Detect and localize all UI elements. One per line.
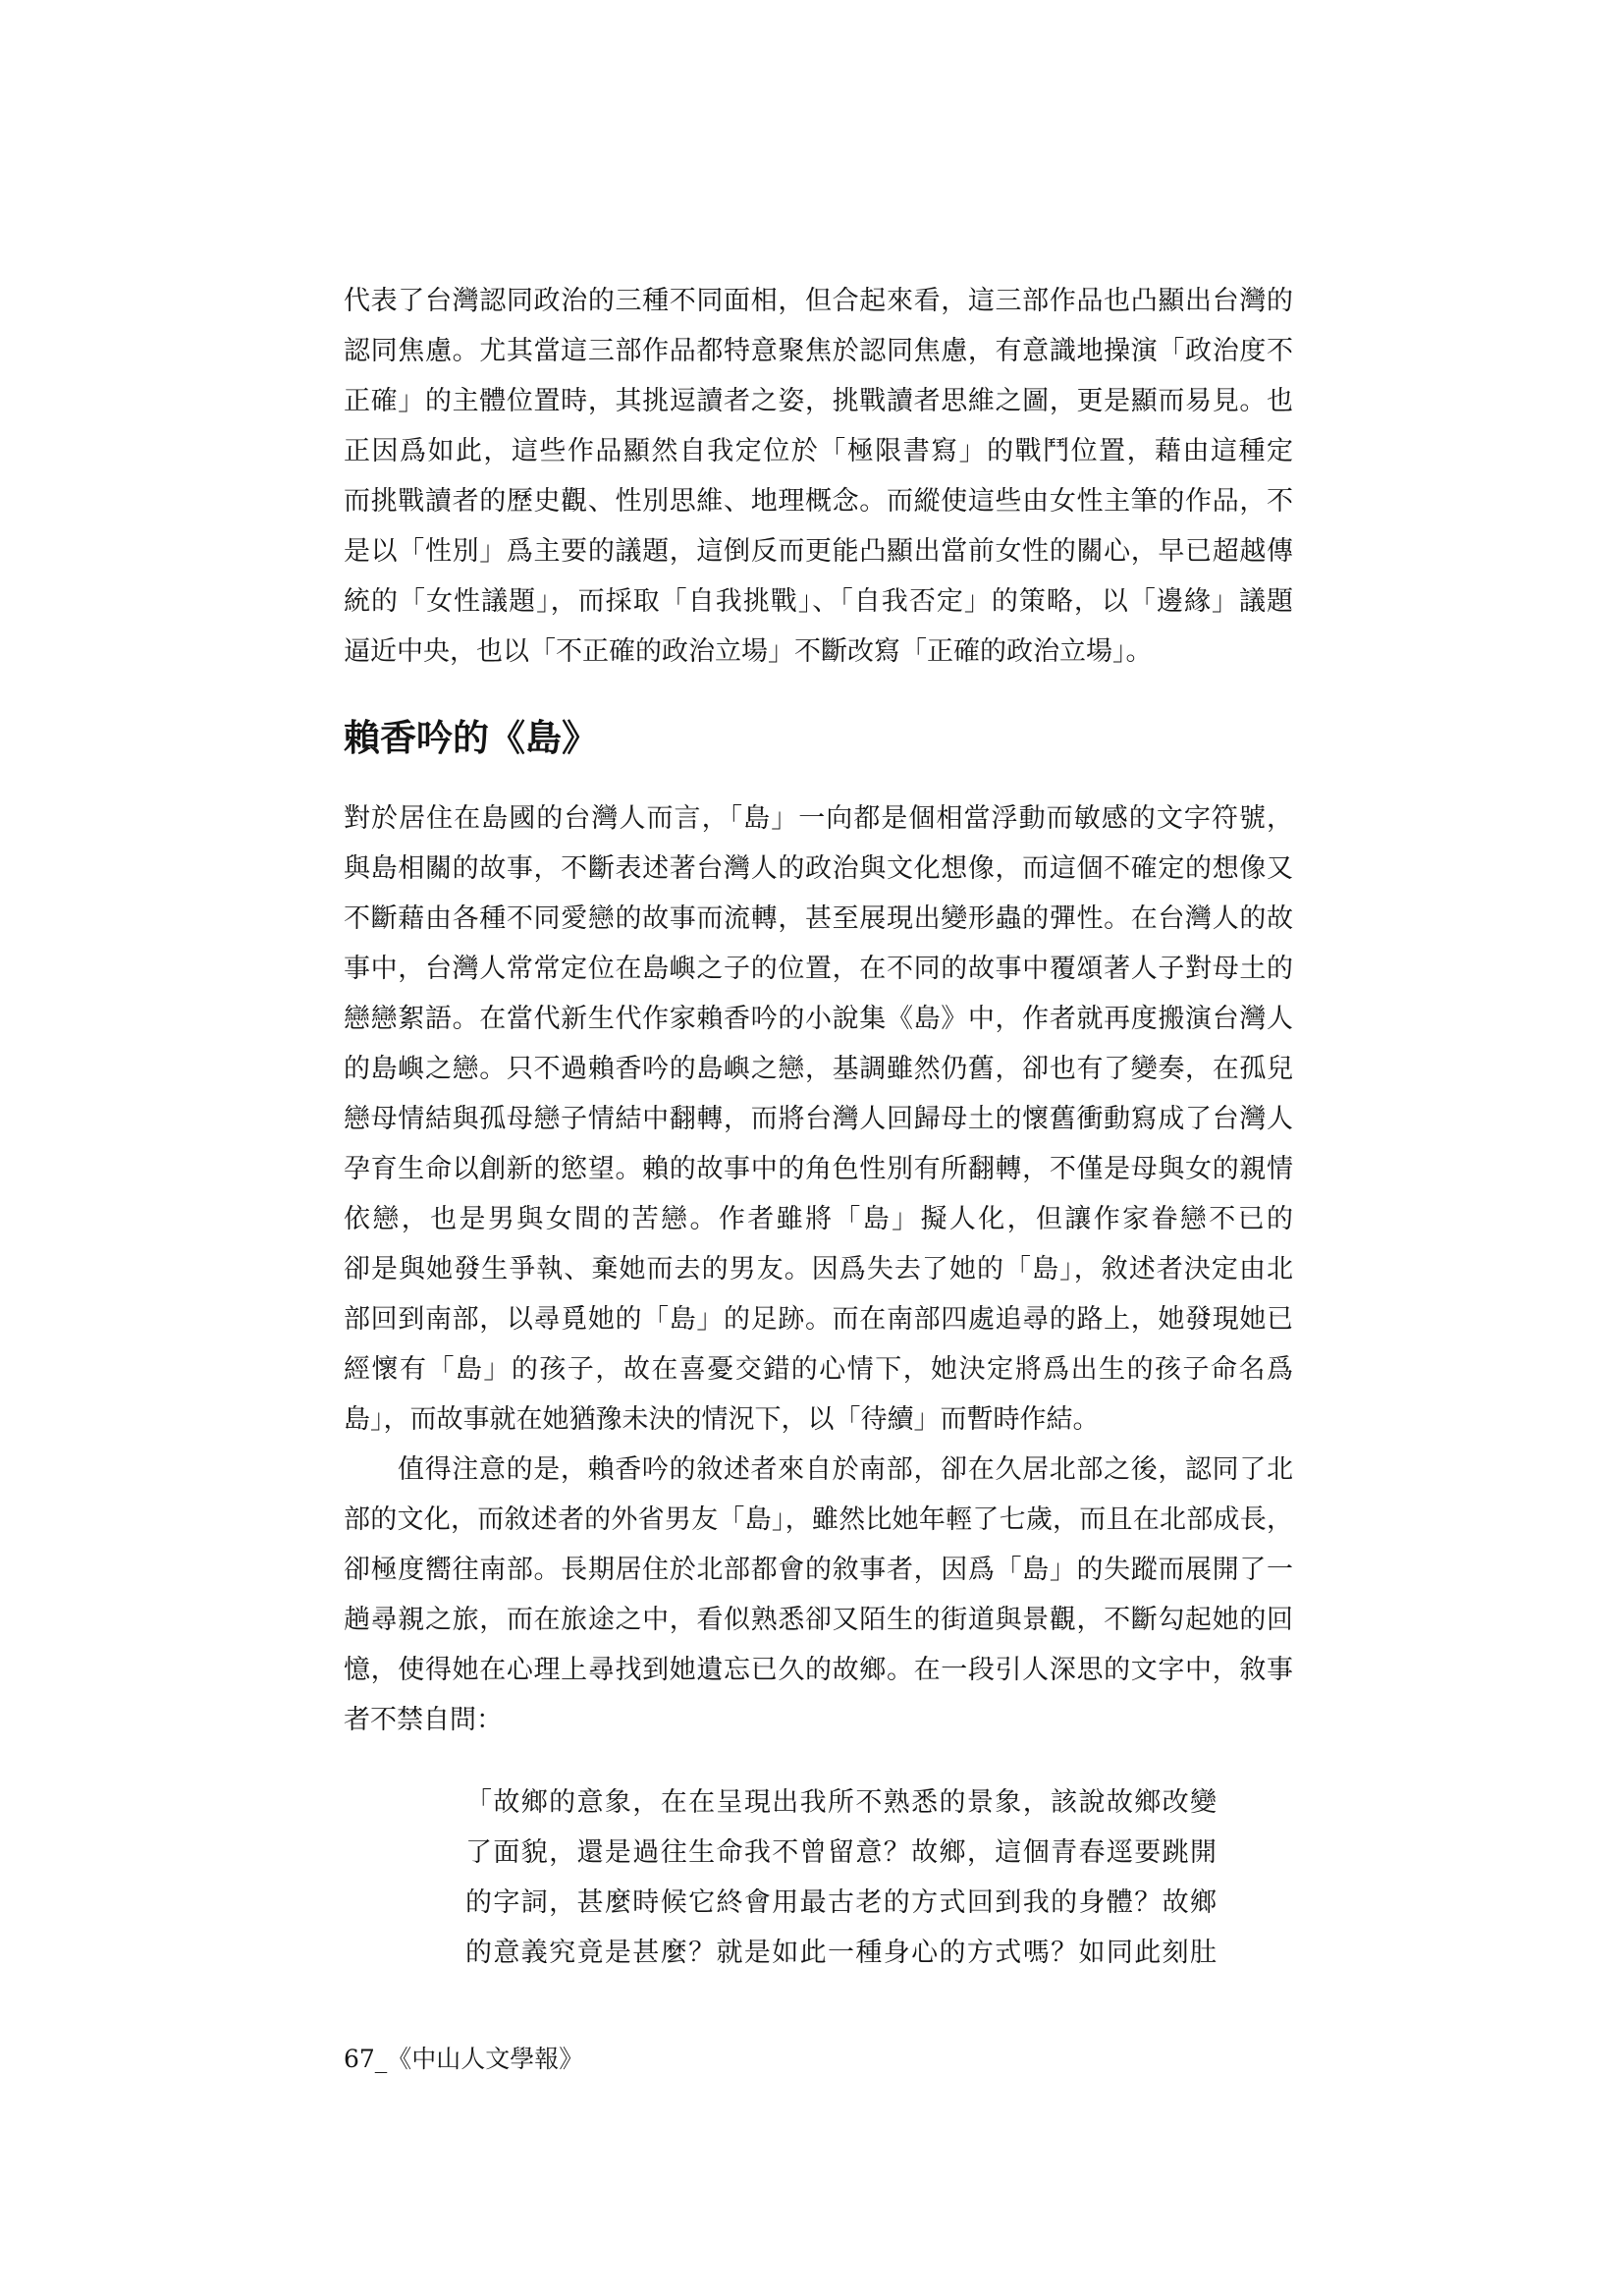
body-text-line: 卻極度嚮往南部。長期居住於北部都會的敘事者，因爲「島」的失蹤而展開了一	[344, 1555, 1293, 1585]
body-text-line: 孕育生命以創新的慾望。賴的故事中的角色性別有所翻轉，不僅是母與女的親情	[344, 1154, 1293, 1184]
body-text-line: 卻是與她發生爭執、棄她而去的男友。因爲失去了她的「島」，敘述者決定由北	[344, 1254, 1293, 1285]
body-text-line: 部回到南部，以尋覓她的「島」的足跡。而在南部四處追尋的路上，她發現她已	[344, 1304, 1293, 1335]
body-text-line: 正因爲如此，這些作品顯然自我定位於「極限書寫」的戰鬥位置，藉由這種定	[344, 436, 1293, 466]
body-text-line: 憶，使得她在心理上尋找到她遺忘已久的故鄉。在一段引人深思的文字中，敘事	[344, 1655, 1293, 1685]
block-quote-line: 的意義究竟是甚麼？就是如此一種身心的方式嗎？如同此刻肚	[465, 1938, 1217, 1968]
block-quote-line: 了面貌，還是過往生命我不曾留意？故鄉，這個青春逕要跳開	[465, 1837, 1217, 1868]
body-text-line: 依戀，也是男與女間的苦戀。作者雖將「島」擬人化，但讓作家眷戀不已的	[344, 1204, 1293, 1234]
section-heading: 賴香吟的《島》	[344, 716, 598, 759]
block-quote-line: 「故鄉的意象，在在呈現出我所不熟悉的景象，該說故鄉改變	[465, 1787, 1217, 1818]
body-text-line: 經懷有「島」的孩子，故在喜憂交錯的心情下，她決定將爲出生的孩子命名爲	[344, 1354, 1293, 1385]
paragraph-narrator-south	[344, 1445, 1293, 1745]
body-text-line: 趟尋親之旅，而在旅途之中，看似熟悉卻又陌生的街道與景觀，不斷勾起她的回	[344, 1605, 1293, 1635]
body-text-line: 者不禁自問：	[344, 1705, 503, 1735]
body-text-line: 代表了台灣認同政治的三種不同面相，但合起來看，這三部作品也凸顯出台灣的	[344, 286, 1293, 316]
page-footer: 67_《中山人文學報》	[344, 2045, 584, 2073]
block-quote	[465, 1777, 1217, 1978]
body-text-line: 值得注意的是，賴香吟的敘述者來自於南部，卻在久居北部之後，認同了北	[398, 1454, 1293, 1485]
body-text-line: 逼近中央，也以「不正確的政治立場」不斷改寫「正確的政治立場」。	[344, 636, 1153, 667]
block-quote-line: 的字詞，甚麼時候它終會用最古老的方式回到我的身體？故鄉	[465, 1887, 1217, 1918]
body-text-line: 的島嶼之戀。只不過賴香吟的島嶼之戀，基調雖然仍舊，卻也有了變奏，在孤兒	[344, 1054, 1293, 1084]
body-text-line: 戀戀絮語。在當代新生代作家賴香吟的小說集《島》中，作者就再度搬演台灣人	[344, 1004, 1293, 1034]
body-text-line: 不斷藉由各種不同愛戀的故事而流轉，甚至展現出變形蟲的彈性。在台灣人的故	[344, 903, 1293, 934]
paragraph-island-intro	[344, 793, 1293, 1445]
body-text-line: 正確」的主體位置時，其挑逗讀者之姿，挑戰讀者思維之圖，更是顯而易見。也	[344, 386, 1293, 416]
body-text-line: 事中，台灣人常常定位在島嶼之子的位置，在不同的故事中覆頌著人子對母土的	[344, 954, 1293, 984]
body-text-line: 認同焦慮。尤其當這三部作品都特意聚焦於認同焦慮，有意識地操演「政治度不	[344, 336, 1293, 366]
paragraph-identity-politics	[344, 276, 1293, 677]
body-text-line: 與島相關的故事，不斷表述著台灣人的政治與文化想像，而這個不確定的想像又	[344, 853, 1293, 884]
body-text-line: 對於居住在島國的台灣人而言，「島」一向都是個相當浮動而敏感的文字符號，	[344, 803, 1293, 834]
body-text-line: 島」，而故事就在她猶豫未決的情況下，以「待續」而暫時作結。	[344, 1404, 1100, 1435]
body-text-line: 部的文化，而敘述者的外省男友「島」，雖然比她年輕了七歲，而且在北部成長，	[344, 1504, 1293, 1535]
body-text-line: 統的「女性議題」，而採取「自我挑戰」、「自我否定」的策略，以「邊緣」議題	[344, 586, 1293, 617]
body-text-line: 戀母情結與孤母戀子情結中翻轉，而將台灣人回歸母土的懷舊衝動寫成了台灣人	[344, 1104, 1293, 1134]
body-text-line: 是以「性別」爲主要的議題，這倒反而更能凸顯出當前女性的關心，早已超越傳	[344, 536, 1293, 567]
body-text-line: 而挑戰讀者的歷史觀、性別思維、地理概念。而縱使這些由女性主筆的作品，不	[344, 486, 1293, 517]
